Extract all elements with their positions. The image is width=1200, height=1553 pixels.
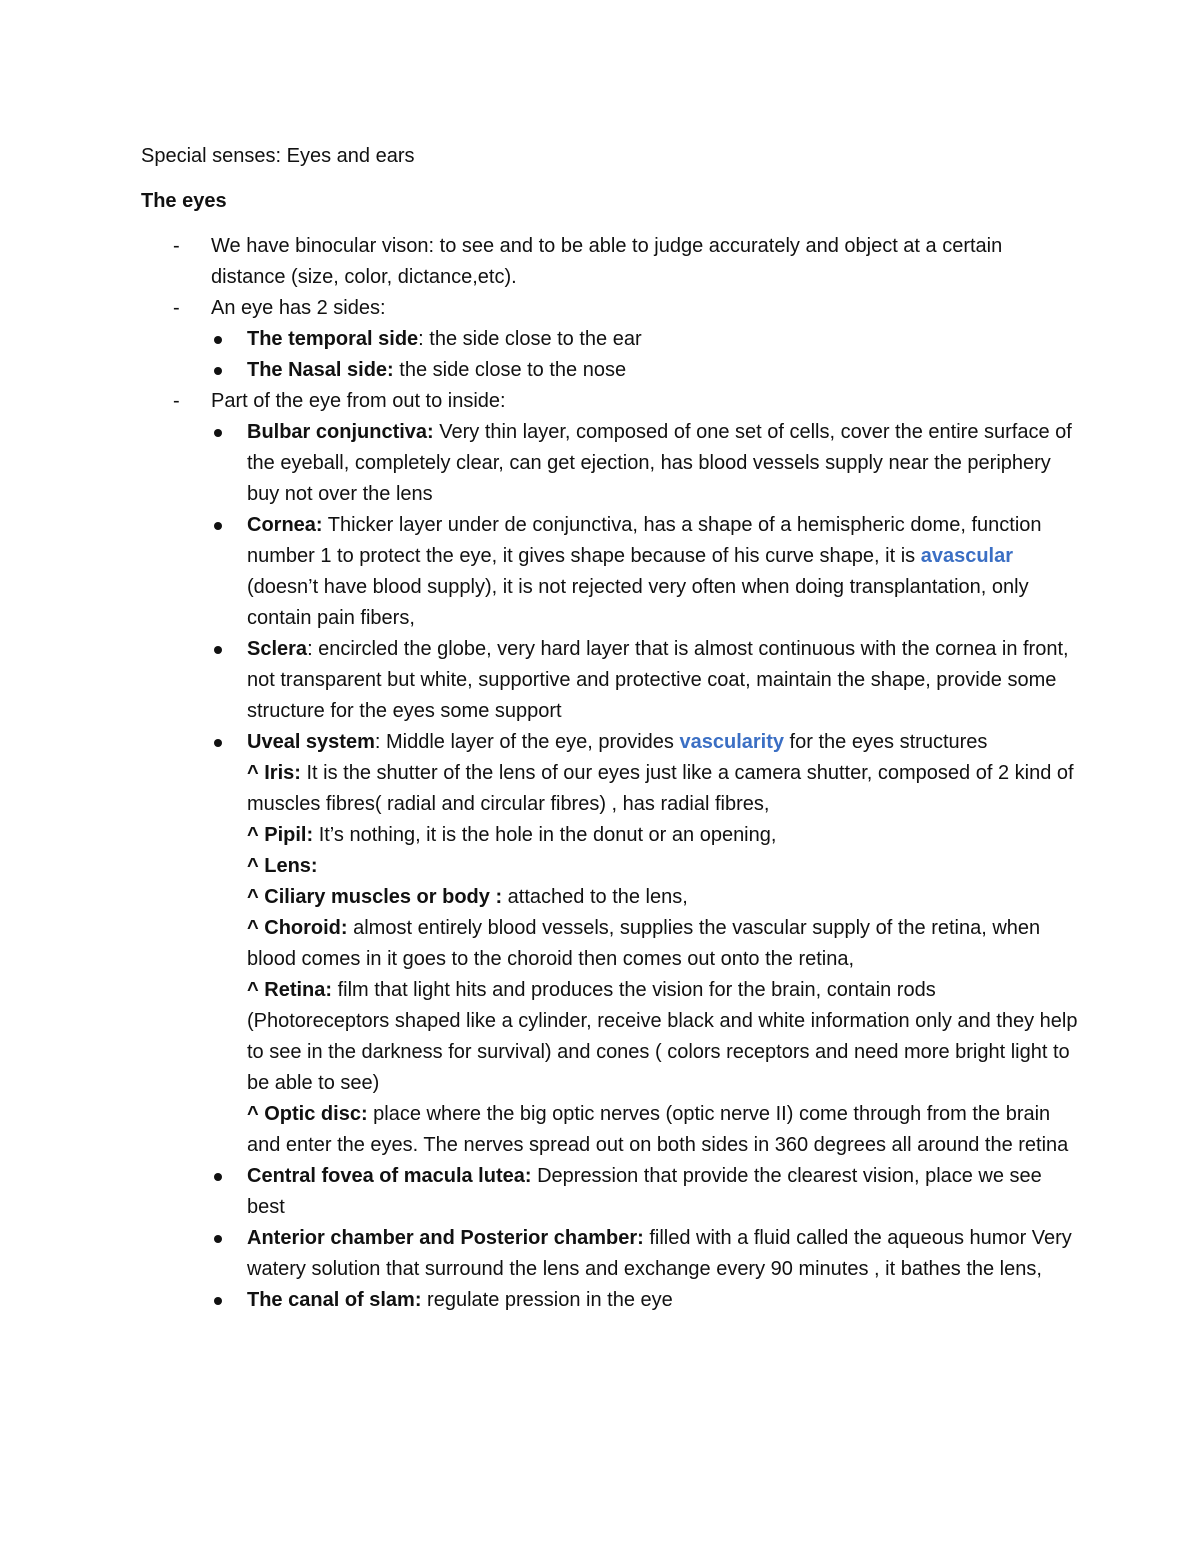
subpart-caret: ^ — [247, 762, 265, 784]
side-temporal — [141, 324, 1080, 355]
parts-list — [211, 417, 1080, 1316]
part-canal — [141, 1285, 1080, 1316]
subpart-text: film that light hits and produces the vision for the brain, contain rods (Photoreceptors shaped like a cylinder, receive black and white information only and they help to see in the darkness for survival) and cones ( colors receptors and need more bright light to be able to see) — [247, 979, 1078, 1094]
part-term: Bulbar conjunctiva: — [247, 421, 434, 443]
subpart-caret: ^ — [247, 855, 265, 877]
part-text: regulate pression in the eye — [421, 1289, 673, 1311]
subpart-iris — [247, 758, 1080, 820]
subpart-lens — [247, 851, 1080, 882]
part-uveal — [141, 727, 1080, 1161]
side-text: : the side close to the ear — [418, 328, 642, 350]
subpart-text: It’s nothing, it is the hole in the donut or an opening, — [313, 824, 777, 846]
part-text: filled with a fluid called the aqueous humor Very watery solution that surround the lens and exchange every 90 minutes , it bathes the lens, — [247, 1227, 1072, 1280]
section-heading: The eyes — [141, 190, 227, 212]
part-chambers — [141, 1223, 1080, 1285]
subpart-text: attached to the lens, — [502, 886, 688, 908]
subpart-pupil — [247, 820, 1080, 851]
part-text: : encircled the globe, very hard layer that is almost continuous with the cornea in front, not transparent but white, supportive and protective coat, maintain the shape, provide some structure for the eyes some support — [247, 638, 1069, 722]
subpart-term: Lens: — [264, 855, 318, 877]
list-item-binocular — [141, 231, 1080, 293]
sides-intro: An eye has 2 sides: — [211, 297, 386, 319]
subpart-retina — [247, 975, 1080, 1099]
subpart-caret: ^ — [247, 1103, 265, 1125]
subpart-caret: ^ — [247, 824, 265, 846]
subpart-term: Choroid: — [264, 917, 348, 939]
subpart-choroid — [247, 913, 1080, 975]
subpart-ciliary — [247, 882, 1080, 913]
side-term: The Nasal side: — [247, 359, 394, 381]
subpart-text: almost entirely blood vessels, supplies the vascular supply of the retina, when blood comes in it goes to the choroid then comes out onto the retina, — [247, 917, 1041, 970]
highlight-avascular: avascular — [920, 545, 1014, 567]
part-sclera — [141, 634, 1080, 727]
subpart-optic-disc — [247, 1099, 1080, 1161]
side-text: the side close to the nose — [393, 359, 627, 381]
part-text: Very thin layer, composed of one set of cells, cover the entire surface of the eyeball, completely clear, can get ejection, has blood vessels supply near the periphery buy not over the lens — [247, 421, 1072, 505]
part-text: (doesn’t have blood supply), it is not rejected very often when doing transplantation, only contain pain fibers, — [247, 576, 1029, 629]
part-term: The canal of slam: — [247, 1289, 422, 1311]
part-bulbar — [141, 417, 1080, 510]
parts-intro: Part of the eye from out to inside: — [211, 390, 506, 412]
list-item-sides — [141, 293, 1080, 386]
part-cornea — [141, 510, 1080, 634]
list-item-parts — [141, 386, 1080, 1316]
side-term: The temporal side — [247, 328, 419, 350]
part-text: : Middle layer of the eye, provides — [374, 731, 680, 753]
highlight-vascularity: vascularity — [679, 731, 784, 753]
part-term: Sclera — [247, 638, 308, 660]
subpart-term: Pipil: — [264, 824, 314, 846]
subpart-term: Optic disc: — [264, 1103, 368, 1125]
part-term: Central fovea of macula lutea: — [247, 1165, 532, 1187]
main-list — [141, 231, 1080, 1316]
side-nasal — [141, 355, 1080, 386]
subpart-caret: ^ — [247, 917, 265, 939]
subpart-caret: ^ — [247, 979, 265, 1001]
part-text: for the eyes structures — [784, 731, 988, 753]
part-text: Thicker layer under de conjunctiva, has a shape of a hemispheric dome, function number 1 to protect the eye, it gives shape because of his curve shape, it is — [247, 514, 1042, 567]
part-term: Uveal system — [247, 731, 375, 753]
subpart-term: Retina: — [264, 979, 333, 1001]
part-fovea — [141, 1161, 1080, 1223]
subpart-text: place where the big optic nerves (optic nerve II) come through from the brain and enter the eyes. The nerves spread out on both sides in 360 degrees all around the retina — [247, 1103, 1069, 1156]
subpart-term: Ciliary muscles or body : — [264, 886, 503, 908]
part-term: Anterior chamber and Posterior chamber: — [247, 1227, 644, 1249]
subpart-term: Iris: — [264, 762, 301, 784]
document-title: Special senses: Eyes and ears — [141, 145, 415, 167]
binocular-text: We have binocular vison: to see and to be able to judge accurately and object at a certain distance (size, color, dictance,etc). — [211, 235, 1003, 288]
part-text: Depression that provide the clearest vision, place we see best — [247, 1165, 1042, 1218]
sides-list — [211, 324, 1080, 386]
subpart-text: It is the shutter of the lens of our eyes just like a camera shutter, composed of 2 kind of muscles fibres( radial and circular fibres) , has radial fibres, — [247, 762, 1074, 815]
part-term: Cornea: — [247, 514, 323, 536]
subpart-caret: ^ — [247, 886, 265, 908]
